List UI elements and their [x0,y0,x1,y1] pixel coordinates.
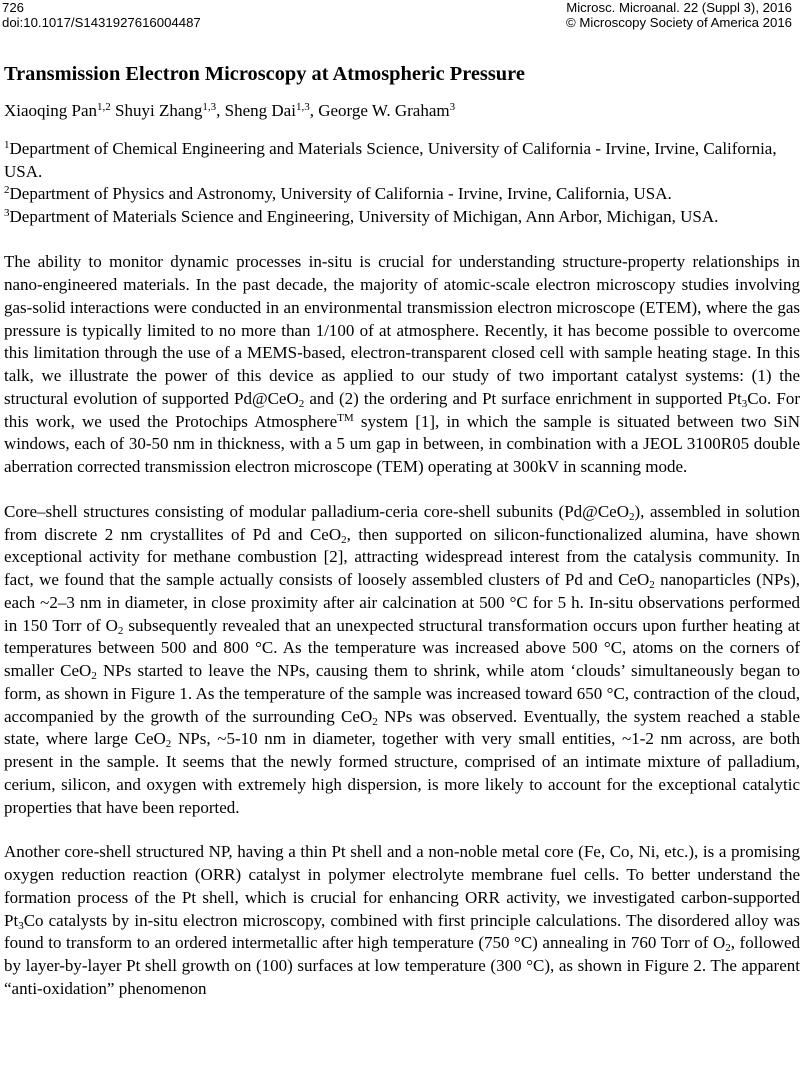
paper-title: Transmission Electron Microscopy at Atmospheric Pressure [4,63,525,85]
text-run: ), assembled in solution from discrete 2 nm crystallites of Pd and CeO [4,501,800,544]
trademark-superscript: TM [337,411,354,424]
page-header [0,0,800,32]
subscript: 2 [649,579,655,592]
text-run: and (2) the ordering and Pt surface enrichment in supported Pt [304,388,742,408]
affiliation-number: 1 [4,139,10,151]
text-run: system [1], in which the sample is situated between two SiN windows, each of 30-50 nm in thickness, with a 5 um gap in between, in combination with a JEOL 3100R05 double aberration corrected transmission electron microscope (TEM) operating at 300kV in scanning mode. [4,411,800,477]
author-name: Sheng Dai [224,101,296,120]
header-right [566,0,792,30]
affiliation-text: Department of Materials Science and Engineering, University of Michigan, Ann Arbor, Michigan, USA. [9,206,719,226]
author-affiliation-marker: 1,3 [202,101,217,113]
subscript: 2 [725,942,731,955]
subscript: 3 [741,397,748,410]
text-run: NPs started to leave the NPs, causing them to shrink, while atom ‘clouds’ simultaneously began to form, as shown in Figure 1. As the temperature of the sample was increased toward 650 °C, contraction of the cloud, accompanied by the growth of the surrounding CeO [4,661,800,726]
affiliation-text: Department of Physics and Astronomy, University of California - Irvine, Irvine, California, USA. [9,184,672,204]
copyright: © Microscopy Society of America 2016 [566,15,792,30]
subscript: 2 [165,738,172,751]
journal-citation: Microsc. Microanal. 22 (Suppl 3), 2016 [566,0,792,15]
subscript: 2 [91,670,97,683]
doi: doi:10.1017/S1431927616004487 [2,15,201,30]
header-left [2,0,201,30]
subscript: 3 [18,919,24,932]
text-run: Another core-shell structured NP, having a thin Pt shell and a non-noble metal core (Fe, Co, Ni, etc.), is a promising oxygen reduction reaction (ORR) catalyst in polymer electrolyte membrane fuel cells. To better understand the formation process of the Pt shell, which is crucial for enhancing ORR activity, we investigated carbon-supported Pt [4,842,800,930]
author-list: Xiaoqing Pan$^{1,2}$ Shuyi Zhang$^{1,3}$, Sheng Dai$^{1,3}$, George W. Graham$^3$ [4,101,456,120]
author-affiliation-marker: 3 [449,101,456,113]
subscript: 2 [341,533,347,546]
affiliation [4,183,800,206]
article-body [4,60,800,1001]
author-affiliation-marker: 1,3 [295,101,310,113]
text-run: Co. For this work, we used the Protochips Atmosphere [4,388,800,431]
affiliation [4,206,800,229]
subscript: 2 [372,715,378,728]
paragraph-intro [4,251,800,479]
author-name: George W. Graham [318,101,450,120]
page-number: 726 [2,0,25,15]
affiliations [4,138,800,228]
author-affiliation-marker: 1,2 [97,101,111,113]
text-run: , followed by layer-by-layer Pt shell growth on (100) surfaces at low temperature (300 °C), as shown in Figure 2. The apparent “anti-oxidation” phenomenon [4,933,800,998]
author-name: Xiaoqing Pan [4,101,98,120]
text-run: Core–shell structures consisting of modular palladium-ceria core-shell subunits (Pd@CeO [4,501,629,521]
text-run: Co catalysts by in-situ electron microscopy, combined with first principle calculations. The disordered alloy was found to transform to an ordered intermetallic after high temperature (750 °C) annealing in 760 Torr of O [4,910,800,953]
text-run: nanoparticles (NPs), each ~2–3 nm in diameter, in close proximity after air calcination at 500 °C for 5 h. In-situ observations performed in 150 Torr of O [4,570,800,635]
text-run: subsequently revealed that an unexpected structural transformation occurs upon further heating at temperatures between 500 and 800 °C. As the temperature was increased above 500 °C, atoms on the corners of smaller CeO [4,615,800,681]
paragraph-pt3co [4,841,800,1000]
affiliation-number: 2 [4,184,10,197]
subscript: 2 [629,510,635,523]
text-run: , then supported on silicon-functionalized alumina, have shown exceptional activity for methane combustion [2], attracting widespread interest from the catalysis community. In fact, we found that the sample actually consists of loosely assembled clusters of Pd and CeO [4,524,800,590]
text-run: The ability to monitor dynamic processes in-situ is crucial for understanding structure-property relationships in nano-engineered materials. In the past decade, the majority of atomic-scale electron microscopy studies involving gas-solid interactions were conducted in an environmental transmission electron microscope (ETEM), where the gas pressure is typically limited to no more than 1/100 of at atmosphere. Recently, it has become possible to overcome this limitation through the use of a MEMS-based, electron-transparent closed cell with sample heating stage. In this talk, we illustrate the power of this device as applied to our study of two important catalyst systems: (1) the structural evolution of supported Pd@CeO [4,252,800,408]
text-run: NPs, ~5-10 nm in diameter, together with very small entities, ~1-2 nm across, are both present in the sample. It seems that the newly formed structure, comprised of an intimate mixture of palladium, cerium, silicon, and oxygen with extremely high dispersion, is more likely to account for the exceptional catalytic properties that have been reported. [4,729,800,817]
affiliation-number: 3 [4,206,10,219]
subscript: 2 [117,624,124,637]
paragraph-pd-ceo2 [4,501,800,820]
author-name: Shuyi Zhang [115,101,203,120]
affiliation [4,138,800,183]
text-run: NPs was observed. Eventually, the system reached a stable state, where large CeO [4,706,800,749]
subscript: 2 [298,397,305,410]
affiliation-text: Department of Chemical Engineering and Materials Science, University of California - Irvine, Irvine, California, USA. [4,139,777,181]
